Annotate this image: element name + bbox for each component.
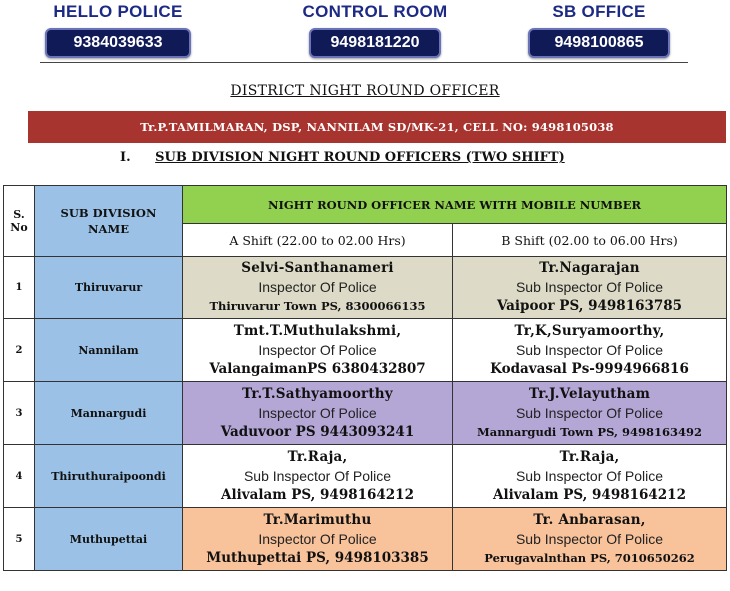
hotline-number-badge: 9498181220 xyxy=(309,28,441,58)
b-shift-officer xyxy=(453,319,727,382)
officer-name: Tr.Nagarajan xyxy=(539,260,640,276)
hotline-sb-office xyxy=(518,2,680,58)
b-shift-officer xyxy=(453,257,727,319)
officer-rank: Inspector Of Police xyxy=(258,404,377,421)
row-sno: 5 xyxy=(4,508,35,571)
a-shift-officer xyxy=(183,382,453,445)
district-title: DISTRICT NIGHT ROUND OFFICER xyxy=(230,83,500,99)
officer-name: Tr.J.Velayutham xyxy=(528,385,651,402)
row-subdivision: Thiruvarur xyxy=(35,257,183,319)
officer-station-phone: Vaipoor PS, 9498163785 xyxy=(496,298,683,314)
a-shift-officer xyxy=(183,508,453,571)
header-sno-line1: S. xyxy=(13,208,25,221)
hotline-title: SB OFFICE xyxy=(552,2,646,21)
officer-rank: Sub Inspector Of Police xyxy=(515,341,664,358)
officer-station-phone: Kodavasal Ps-9994966816 xyxy=(490,360,689,377)
officer-name: Selvi-Santhanameri xyxy=(241,260,394,276)
officer-rank: Sub Inspector Of Police xyxy=(515,404,664,421)
hotline-title: HELLO POLICE xyxy=(53,2,183,21)
officer-name: Tr,K,Suryamoorthy, xyxy=(514,322,665,339)
officer-station-phone: Alivalam PS, 9498164212 xyxy=(493,486,686,503)
row-sno: 4 xyxy=(4,445,35,508)
header-subdivision-line2: NAME xyxy=(88,222,129,236)
officer-name: Tr.T.Sathyamoorthy xyxy=(242,385,393,402)
officer-station-phone: Alivalam PS, 9498164212 xyxy=(221,486,414,503)
a-shift-officer xyxy=(183,257,453,319)
night-round-table xyxy=(3,185,727,571)
b-shift-officer xyxy=(453,445,727,508)
officer-rank: Inspector Of Police xyxy=(258,279,377,295)
officer-rank: Inspector Of Police xyxy=(258,530,377,547)
row-subdivision: Nannilam xyxy=(35,319,183,382)
section-heading xyxy=(120,150,565,165)
dsp-officer-bar: Tr.P.TAMILMARAN, DSP, NANNILAM SD/MK-21, CELL NO: 9498105038 xyxy=(28,111,726,143)
hotline-control-room xyxy=(282,2,468,58)
hotline-number-badge: 9498100865 xyxy=(528,28,670,58)
table-row xyxy=(4,445,727,508)
header-sno xyxy=(4,186,35,257)
table-row xyxy=(4,382,727,445)
row-sno: 2 xyxy=(4,319,35,382)
table-row xyxy=(4,508,727,571)
officer-station-phone: Muthupettai PS, 9498103385 xyxy=(206,549,429,566)
officer-rank: Sub Inspector Of Police xyxy=(515,279,664,295)
officer-name: Tmt.T.Muthulakshmi, xyxy=(233,322,402,339)
b-shift-officer xyxy=(453,382,727,445)
divider-line xyxy=(40,62,688,63)
row-sno: 1 xyxy=(4,257,35,319)
hotline-title: CONTROL ROOM xyxy=(302,2,448,21)
header-night-round: NIGHT ROUND OFFICER NAME WITH MOBILE NUMBER xyxy=(183,186,727,224)
hotline-banner xyxy=(0,0,730,60)
section-title: SUB DIVISION NIGHT ROUND OFFICERS (TWO SHIFT) xyxy=(155,150,565,165)
b-shift-officer xyxy=(453,508,727,571)
row-subdivision: Muthupettai xyxy=(35,508,183,571)
header-b-shift: B Shift (02.00 to 06.00 Hrs) xyxy=(453,224,727,257)
section-number: I. xyxy=(120,150,131,165)
officer-station-phone: Mannargudi Town PS, 9498163492 xyxy=(477,424,702,439)
header-subdivision xyxy=(35,186,183,257)
table-row xyxy=(4,319,727,382)
hotline-hello-police xyxy=(34,2,202,58)
officer-name: Tr.Marimuthu xyxy=(263,511,372,528)
officer-name: Tr. Anbarasan, xyxy=(533,511,646,528)
a-shift-officer xyxy=(183,319,453,382)
row-sno: 3 xyxy=(4,382,35,445)
row-subdivision: Thiruthuraipoondi xyxy=(35,445,183,508)
a-shift-officer xyxy=(183,445,453,508)
officer-name: Tr.Raja, xyxy=(287,448,348,465)
officer-station-phone: ValangaimanPS 6380432807 xyxy=(209,360,426,377)
officer-rank: Sub Inspector Of Police xyxy=(515,530,664,547)
officer-station-phone: Vaduvoor PS 9443093241 xyxy=(220,423,415,440)
table-row xyxy=(4,257,727,319)
officer-rank: Inspector Of Police xyxy=(258,341,377,358)
officer-station-phone: Thiruvarur Town PS, 8300066135 xyxy=(209,299,426,313)
officer-station-phone: Perugavalnthan PS, 7010650262 xyxy=(484,550,695,565)
header-sno-line2: No xyxy=(10,221,28,234)
officer-rank: Sub Inspector Of Police xyxy=(515,467,664,484)
row-subdivision: Mannargudi xyxy=(35,382,183,445)
header-subdivision-line1: SUB DIVISION xyxy=(60,206,157,220)
header-a-shift: A Shift (22.00 to 02.00 Hrs) xyxy=(183,224,453,257)
hotline-number-badge: 9384039633 xyxy=(45,28,191,58)
officer-name: Tr.Raja, xyxy=(559,448,620,465)
officer-rank: Sub Inspector Of Police xyxy=(243,467,392,484)
